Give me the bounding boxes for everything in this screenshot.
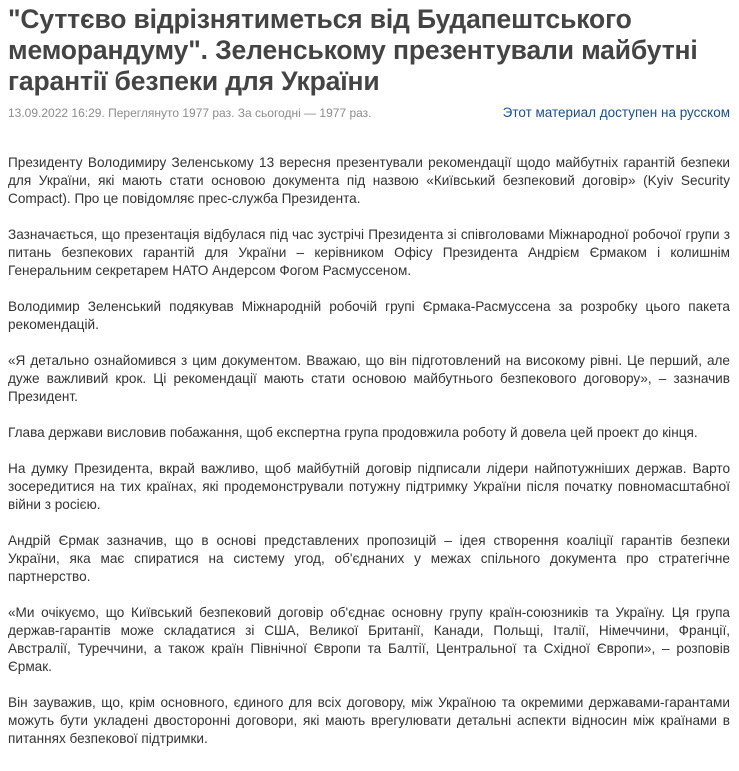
- article-paragraph: «Ми очікуємо, що Київський безпековий договір об'єднає основну групу країн-союзників та Україну. Ця група держав-гарантів може складатися зі США, Великої Британії, Канади, Польщі, Італії, Німеччини, Франції, Австралії, Туреччини, а також країн Північної Європи та Балтії, Центральної та Східної Європи», – розповів Єрмак.: [8, 605, 730, 674]
- article: [8, 4, 730, 766]
- article-paragraph: Володимир Зеленський подякував Міжнародній робочій групі Єрмака-Расмуссена за розробку цього пакета рекомендацій.: [8, 299, 730, 332]
- article-paragraph: Зазначається, що презентація відбулася під час зустрічі Президента зі співголовами Міжнародної робочої групи з питань безпекових гарантій для України – керівником Офісу Президента Андрієм Єрмаком і колишнім Генеральним секретарем НАТО Андерсом Фогом Расмуссеном.: [8, 227, 730, 278]
- article-body: [8, 154, 730, 748]
- article-paragraph: «Я детально ознайомився з цим документом. Вважаю, що він підготовлений на високому рівні. Це перший, але дуже важливий крок. Ці рекомендації мають стати основою майбутнього безпекового договору», – зазначив Президент.: [8, 353, 730, 404]
- article-paragraph: Глава держави висловив побажання, щоб експертна група продовжила роботу й довела цей проект до кінця.: [8, 425, 698, 440]
- russian-version-link[interactable]: Этот материал доступен на русском: [502, 105, 730, 120]
- article-paragraph: На думку Президента, вкрай важливо, щоб майбутній договір підписали лідери найпотужніших держав. Варто зосередитися на тих країнах, які продемонстрували потужну підтримку України після початку повномасштабної війни з росією.: [8, 461, 730, 512]
- article-meta-info: 13.09.2022 16:29. Переглянуто 1977 раз. За сьогодні — 1977 раз.: [8, 106, 372, 120]
- article-meta: [8, 104, 730, 122]
- article-title: "Суттєво відрізнятиметься від Будапештського меморандуму". Зеленському презентували майбутні гарантії безпеки для України: [8, 4, 698, 96]
- article-paragraph: Він зауважив, що, крім основного, єдиного для всіх договору, між Україною та окремими державами-гарантами можуть бути укладені двосторонні договори, які мають врегулювати детальні аспекти відносин між країнами в питаннях безпекової підтримки.: [8, 695, 730, 746]
- article-paragraph: Андрій Єрмак зазначив, що в основі представлених пропозицій – ідея створення коаліції гарантів безпеки України, яка має спиратися на систему угод, об'єднаних у межах спільного документа про стратегічне партнерство.: [8, 533, 730, 584]
- article-paragraph: Президенту Володимиру Зеленському 13 вересня презентували рекомендації щодо майбутніх гарантій безпеки для України, які мають стати основою документа під назвою «Київський безпековий договір» (Kyiv Security Compact). Про це повідомляє прес-служба Президента.: [8, 155, 730, 206]
